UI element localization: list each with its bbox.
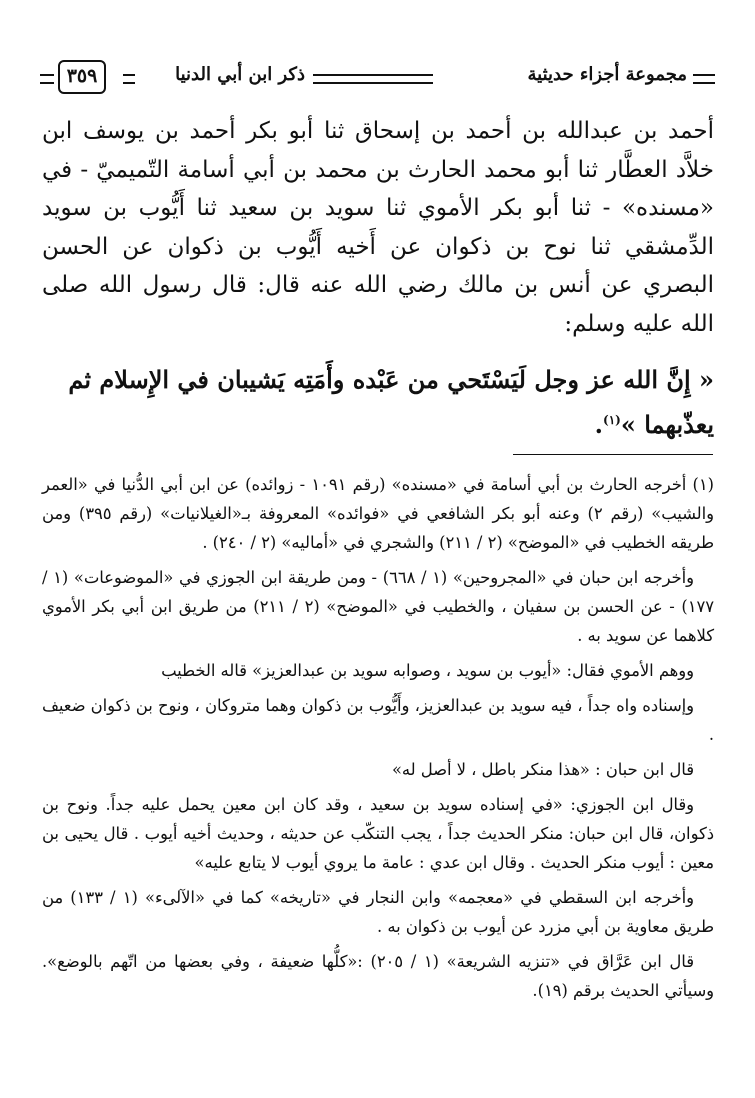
footnote-paragraph: قال ابن عَرَّاق في «تنزيه الشريعة» (١ / ٢٠٥) :«كلُّها ضعيفة ، وفي بعضها من اتّهم بالوضع». وسيأتي الحديث برقم (١٩).	[42, 952, 714, 1000]
hadith-text	[42, 360, 714, 445]
header-rule	[693, 74, 715, 84]
header-rule	[123, 74, 135, 84]
hadith-end: .	[594, 410, 604, 439]
footnote-separator	[513, 454, 713, 455]
footnote-paragraph: وقال ابن الجوزي: «في إسناده سويد بن سعيد ، وقد كان ابن معين يحمل عليه جداً. ونوح بن ذكوان، قال ابن حبان: منكر الحديث جداً ، يجب التنكّب عن حديثه ، وحديث أخيه أيوب . قال يحيى بن معين : أيوب منكر الحديث . وقال ابن عدي : عامة ما يروي أيوب لا يتابع عليه»	[42, 795, 714, 872]
chapter-title: ذكر ابن أبي الدنيا	[175, 64, 305, 85]
footnote-paragraph: وإسناده واه جداً ، فيه سويد بن عبدالعزيز، وأَيُّوب بن ذكوان وهما متروكان ، ونوح بن ذكوان ضعيف .	[42, 696, 714, 744]
footnote-ref: (١)	[603, 413, 621, 427]
footnote-paragraph: ووهم الأموي فقال: «أيوب بن سويد ، وصوابه سويد بن عبدالعزيز» قاله الخطيب	[161, 661, 694, 680]
isnad-paragraph: أحمد بن عبدالله بن أحمد بن إسحاق ثنا أبو بكر أحمد بن يوسف ابن خلاَّد العطَّار ثنا أبو محمد الحارث بن محمد بن أبي أسامة التّميميّ - في «مسنده» - ثنا أبو بكر الأموي ثنا سويد بن سعيد ثنا أَيُّوب بن سويد الدِّمشقي ثنا نوح بن ذكوان عن أَخيه أَيُّوب بن ذكوان عن الحسن البصري عن أنس بن مالك رضي الله عنه قال: قال رسول الله صلى الله عليه وسلم:	[42, 118, 714, 337]
footnote-paragraph: (١) أخرجه الحارث بن أبي أسامة في «مسنده» (رقم ١٠٩١ - زوائده) عن ابن أبي الدُّنيا في «العمر والشيب» (رقم ٢) وعنه أبو بكر الشافعي في «فوائده» المعروفة بـ«الغيلانيات» (رقم ٣٩٥) ومن طريقه الخطيب في «الموضح» (٢ / ٢١١) والشجري في «أماليه» (٢ / ٢٤٠) .	[42, 475, 714, 552]
running-header	[40, 60, 715, 96]
footnote-paragraph: وأخرجه ابن حبان في «المجروحين» (١ / ٦٦٨) - ومن طريقة ابن الجوزي في «الموضوعات» (١ / ١٧٧) - عن الحسن بن سفيان ، والخطيب في «الموضح» (٢ / ٢١١) من طريق ابن أبي بكر الأموي كلاهما عن سويد به .	[42, 568, 714, 645]
header-rule	[40, 74, 54, 84]
page-number: ٣٥٩	[58, 60, 106, 94]
footnote-paragraph: قال ابن حبان : «هذا منكر باطل ، لا أصل له»	[391, 760, 694, 779]
footnote-paragraph: وأخرجه ابن السقطي في «معجمه» وابن النجار في «تاريخه» كما في «الآلىء» (١ / ١٣٣) من طريق معاوية بن أبي مزرد عن أيوب بن ذكوان به .	[42, 888, 714, 936]
main-text	[42, 112, 714, 343]
header-rule	[313, 74, 433, 84]
series-title: مجموعة أجزاء حديثية	[527, 64, 687, 85]
hadith-body: « إِنَّ الله عز وجل لَيَسْتَحي من عَبْده وأَمَتِه يَشيبان في الإِسلام ثم يعذّبهما »	[68, 365, 714, 439]
footnotes	[42, 470, 714, 1011]
